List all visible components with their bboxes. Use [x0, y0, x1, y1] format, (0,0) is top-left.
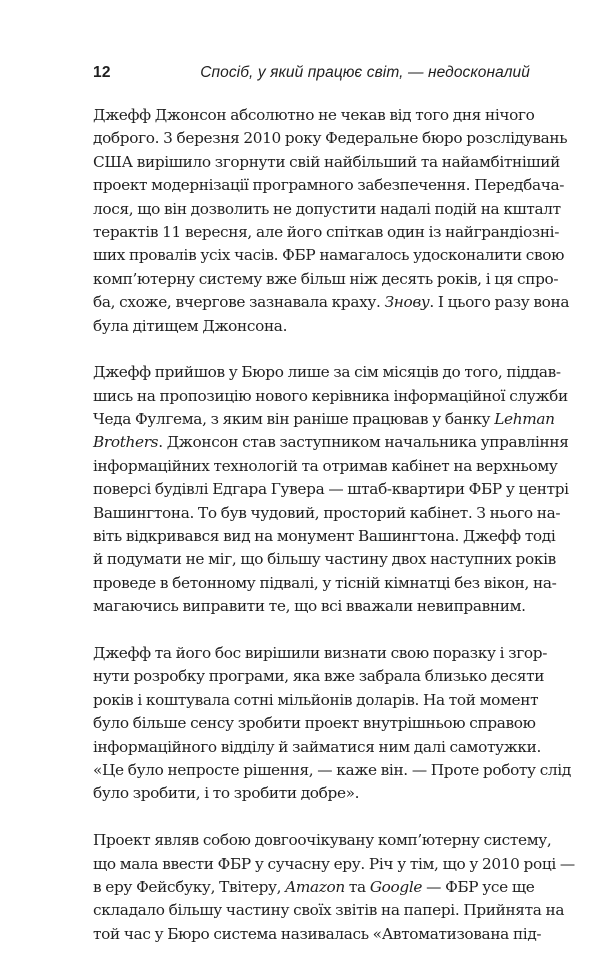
text-line: [93, 198, 561, 221]
paragraph: [93, 642, 571, 806]
text-run: магаючись виправити те, що всі вважали невиправним.: [93, 597, 526, 616]
text-line: [93, 572, 557, 595]
text-run: Джефф прийшов у Бюро лише за сім місяців до того, піддав-: [93, 363, 561, 382]
italic-text: Amazon: [285, 877, 345, 896]
running-head: [93, 64, 530, 88]
text-line: [93, 525, 556, 548]
text-line: [93, 104, 535, 127]
text-line: [93, 689, 539, 712]
text-run: проведе в бетонному підвалі, у тісній кімнатці без вікон, на-: [93, 573, 557, 592]
text-run: терактів 11 вересня, але його спіткав один із найграндіозні-: [93, 222, 560, 241]
body-text: [93, 104, 575, 969]
text-line: [93, 151, 560, 174]
text-run: шись на пропозицію нового керівника інформаційної служби: [93, 386, 568, 405]
text-run: Чеда Фулгема, з яким він раніше працював у банку: [93, 410, 495, 429]
text-run: ба, схоже, вчергове зазнавала краху.: [93, 293, 385, 312]
text-run: в еру Фейсбуку, Твітеру,: [93, 877, 286, 896]
paragraph: [93, 104, 570, 338]
text-line: [93, 642, 548, 665]
text-run: Проект являв собою довгоочікувану комп’ютерну систему,: [93, 831, 552, 850]
text-line: [93, 736, 541, 759]
text-line: [93, 244, 565, 267]
text-run: й подумати не міг, що більшу частину двох наступних років: [93, 550, 556, 569]
running-title: Спосіб, у який працює світ, — недосконалий: [200, 64, 530, 81]
text-line: [93, 127, 568, 150]
text-line: [93, 315, 530, 338]
text-run: лося, що він дозволить не допустити надалі подій на кшталт: [93, 199, 561, 218]
text-run: нути розробку програми, яка вже забрала близько десяти: [93, 667, 545, 686]
text-line: [93, 221, 560, 244]
text-run: що мала ввести ФБР у сучасну еру. Річ у тім, що у 2010 році —: [93, 854, 575, 873]
text-line: [93, 291, 570, 314]
text-run: . І цього разу вона: [429, 293, 570, 312]
text-line: [93, 385, 568, 408]
text-line: [93, 361, 561, 384]
text-run: доброго. 3 березня 2010 року Федеральне бюро розслідувань: [93, 129, 568, 148]
text-run: інформаційного відділу й займатися ним далі самотужки.: [93, 737, 541, 756]
text-run: . Джонсон став заступником начальника управління: [158, 433, 569, 452]
italic-text: Google: [369, 877, 423, 896]
text-run: було зробити, і то зробити добре».: [93, 784, 360, 803]
text-line: [93, 268, 559, 291]
text-run: було більше сенсу зробити проект внутрішньою справою: [93, 714, 536, 733]
text-line: [93, 595, 530, 618]
text-run: той час у Бюро система називалась «Автоматизована під-: [93, 924, 542, 943]
text-line: [93, 408, 555, 431]
text-run: комп’ютерну систему вже більш ніж десять років, і ця спро-: [93, 269, 559, 288]
paragraph: [93, 829, 575, 946]
text-run: та: [344, 877, 370, 896]
text-run: ших провалів усіх часів. ФБР намагалось удосконалити свою: [93, 246, 565, 265]
text-run: Джефф Джонсон абсолютно не чекав від того дня нічого: [93, 106, 535, 124]
paragraph: [93, 361, 569, 618]
text-line: [93, 876, 535, 899]
text-line: [93, 712, 536, 735]
text-line: [93, 923, 542, 946]
text-line: [93, 899, 565, 922]
text-run: була дітищем Джонсона.: [93, 316, 288, 335]
text-run: поверсі будівлі Едгара Гувера — штаб-квартири ФБР у центрі: [93, 480, 569, 499]
text-line: [93, 548, 556, 571]
text-run: «Це було непросте рішення, — каже він. — Проте роботу слід: [93, 760, 571, 779]
italic-text: Brothers: [93, 433, 159, 452]
text-run: віть відкривався вид на монумент Вашингтона. Джефф тоді: [93, 527, 556, 546]
text-line: [93, 665, 545, 688]
text-line: [93, 759, 571, 782]
text-line: [93, 782, 530, 805]
text-line: [93, 455, 558, 478]
text-run: США вирішило згорнути свій найбільший та найамбітніший: [93, 152, 560, 171]
text-run: — ФБР усе ще: [422, 877, 535, 896]
text-line: [93, 174, 565, 197]
text-run: інформаційних технологій та отримав кабінет на верхньому: [93, 456, 558, 475]
text-run: складало більшу частину своїх звітів на папері. Прийнята на: [93, 901, 565, 920]
text-line: [93, 431, 569, 454]
text-run: Джефф та його бос вирішили визнати свою поразку і згор-: [93, 643, 548, 662]
text-line: [93, 502, 561, 525]
text-line: [93, 829, 552, 852]
text-run: проект модернізації програмного забезпечення. Передбача-: [93, 176, 565, 195]
italic-text: Lehman: [494, 410, 555, 429]
italic-text: Знову: [384, 293, 430, 312]
text-run: Вашингтона. То був чудовий, просторий кабінет. З нього на-: [93, 503, 561, 522]
page-number: 12: [93, 64, 111, 81]
text-line: [93, 478, 569, 501]
text-run: років і коштувала сотні мільйонів доларів. На той момент: [93, 690, 539, 709]
text-line: [93, 853, 575, 876]
